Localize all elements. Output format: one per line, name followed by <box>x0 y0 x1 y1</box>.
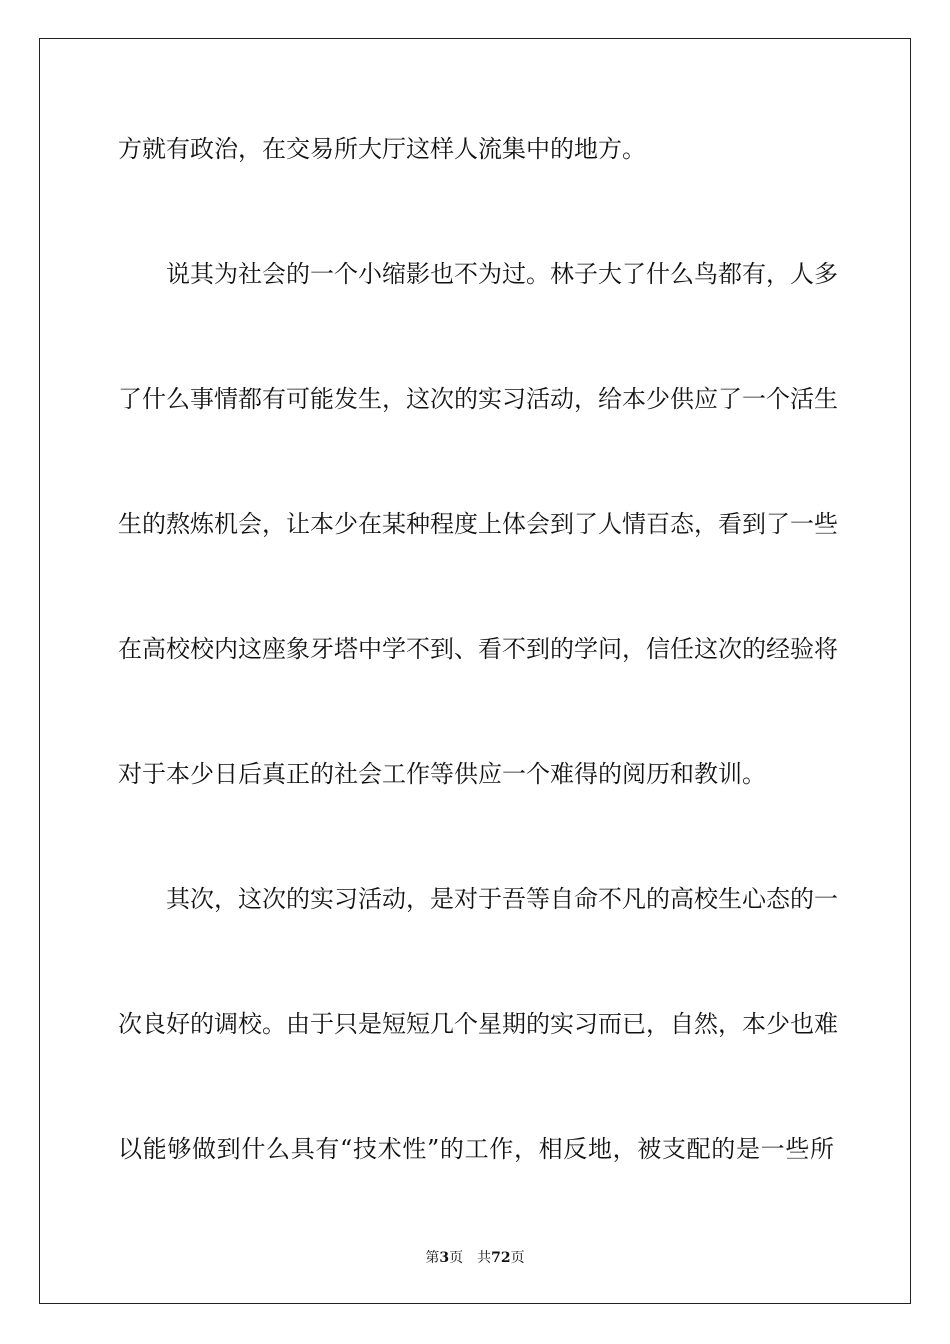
text-line-5: 在高校校内这座象牙塔中学不到、看不到的学问，信任这次的经验将 <box>118 635 838 663</box>
text-line-8: 次良好的调校。由于只是短短几个星期的实习而已，自然，本少也难 <box>118 1010 838 1038</box>
text-line-7: 其次，这次的实习活动，是对于吾等自命不凡的高校生心态的一 <box>166 885 838 913</box>
page-footer <box>0 1249 950 1267</box>
text-line-4: 生的熬炼机会，让本少在某种程度上体会到了人情百态，看到了一些 <box>118 510 838 538</box>
total-prefix: 共 <box>477 1250 492 1266</box>
text-line-3: 了什么事情都有可能发生，这次的实习活动，给本少供应了一个活生 <box>118 385 838 413</box>
page-number: 3 <box>439 1250 450 1266</box>
text-line-6: 对于本少日后真正的社会工作等供应一个难得的阅历和教训。 <box>118 760 766 788</box>
text-line-9: 以能够做到什么具有“技术性”的工作，相反地，被支配的是一些所 <box>118 1135 834 1163</box>
total-pages: 72 <box>491 1250 511 1266</box>
page-suffix: 页 <box>449 1250 464 1266</box>
total-suffix: 页 <box>510 1250 525 1266</box>
page-prefix: 第 <box>425 1250 440 1266</box>
page-border <box>39 38 911 1304</box>
text-line-1: 方就有政治，在交易所大厅这样人流集中的地方。 <box>118 135 646 163</box>
text-line-2: 说其为社会的一个小缩影也不为过。林子大了什么鸟都有，人多 <box>166 260 838 288</box>
